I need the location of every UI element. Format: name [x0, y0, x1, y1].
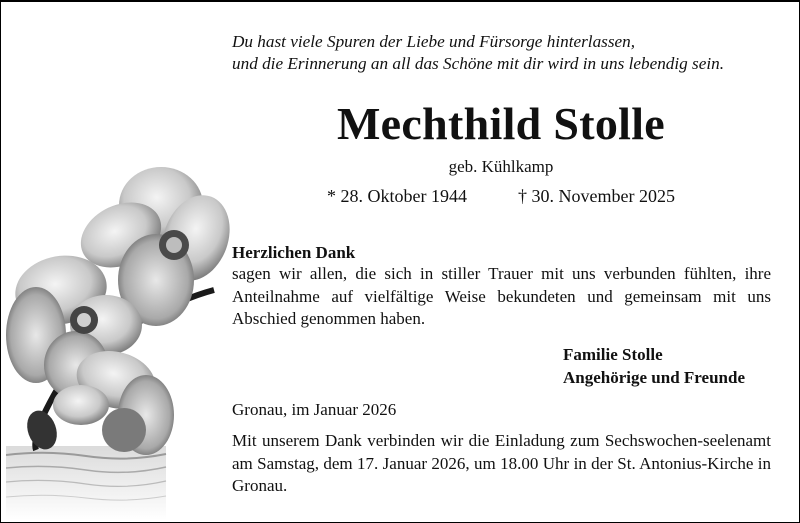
signature-relatives: Angehörige und Freunde: [563, 368, 745, 387]
death-date: † 30. November 2025: [518, 186, 675, 206]
memorial-quote: Du hast viele Spuren der Liebe und Fürsorge hinterlassen, und die Erinnerung an all das Schöne mit dir wird in uns lebendig sein.: [232, 32, 725, 73]
invitation-text: Mit unserem Dank verbinden wir die Einladung zum Sechswochen-seelenamt am Samstag, dem 17. Januar 2026, um 18.00 Uhr in der St. Antonius-Kirche in Gronau.: [232, 431, 771, 495]
signature-family: Familie Stolle: [563, 345, 663, 364]
thanks-text: sagen wir allen, die sich in stiller Trauer mit uns verbunden fühlten, ihre Anteilnahme auf vielfältige Weise bekundeten und gemeinsam mit uns Abschied genommen haben.: [232, 264, 771, 328]
thanks-heading: Herzlichen Dank: [232, 243, 356, 262]
birth-date: * 28. Oktober 1944: [327, 186, 467, 206]
place-date: Gronau, im Januar 2026: [232, 400, 397, 419]
orchid-image: [6, 150, 232, 520]
deceased-name: Mechthild Stolle: [336, 98, 666, 149]
birth-name: geb. Kühlkamp: [448, 157, 554, 176]
